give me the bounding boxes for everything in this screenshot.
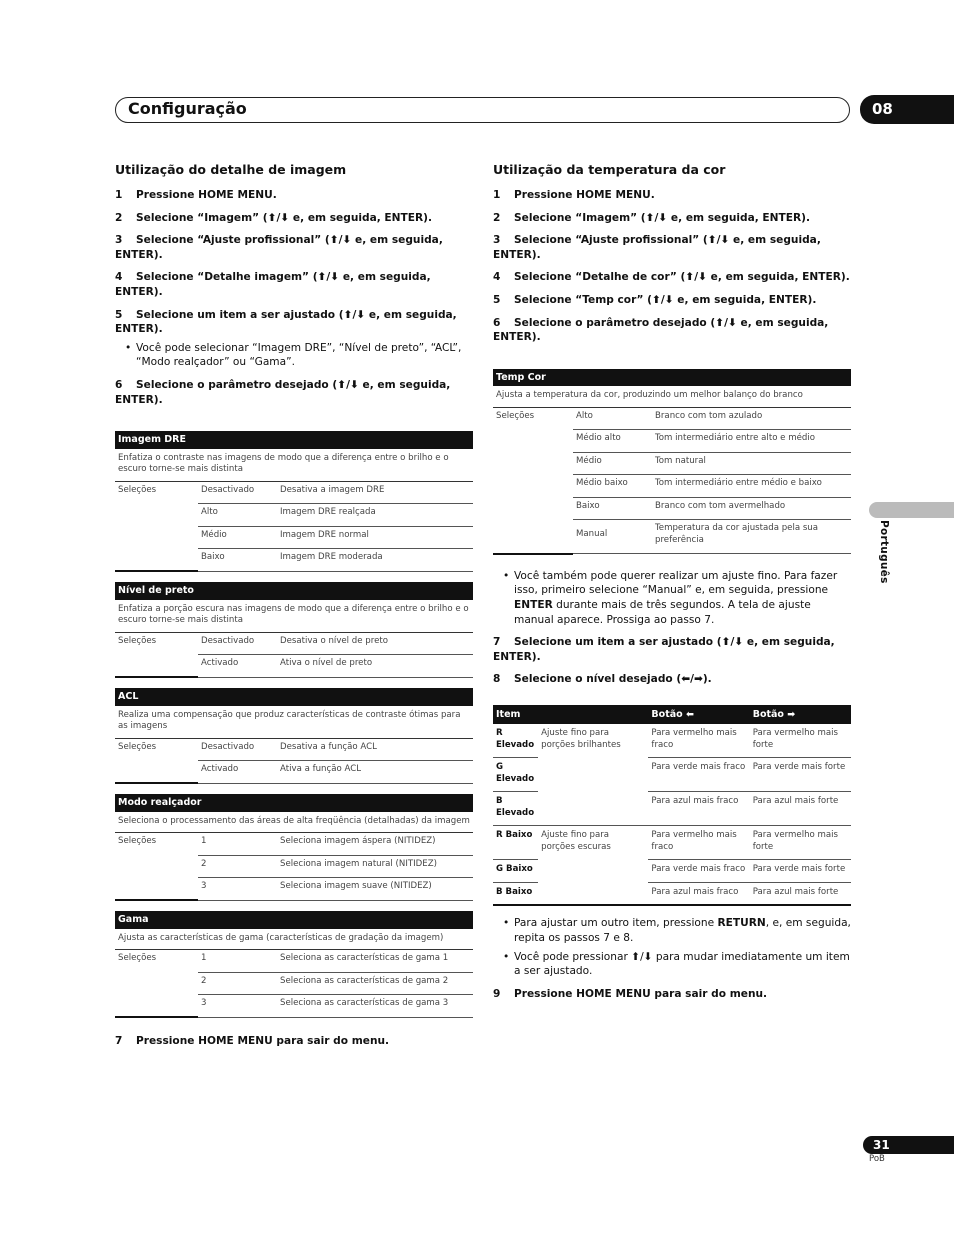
table-cell: Imagem DRE normal: [277, 526, 473, 549]
table-cell: Médio: [573, 452, 652, 475]
table-cell: Seleciona as características de gama 2: [277, 972, 473, 995]
step: 3 Selecione “Ajuste profissional” (⬆/⬇ e, em seguida, ENTER).: [115, 234, 443, 261]
table-desc: Enfatiza o contraste nas imagens de modo que a diferença entre o brilho e o escuro torne-se mais distinta: [115, 449, 473, 482]
table-cell: Seleciona imagem suave (NITIDEZ): [277, 878, 473, 901]
table-cell: Ativa a função ACL: [277, 761, 473, 784]
table-cell: Baixo: [198, 549, 277, 572]
bullet-note: • Para ajustar um outro item, pressione RETURN, e, em seguida, repita os passos 7 e 8.: [493, 916, 851, 945]
right-column: [493, 162, 851, 1009]
settings-table: [115, 688, 473, 784]
step: 7 Pressione HOME MENU para sair do menu.: [115, 1035, 390, 1048]
table-cell: 1: [198, 833, 277, 856]
step: 1 Pressione HOME MENU.: [493, 189, 655, 201]
table-desc: Ajusta as características de gama (características de gradação da imagem): [115, 929, 473, 950]
table-label: Seleções: [115, 481, 198, 571]
table-cell: Desativa o nível de preto: [277, 632, 473, 655]
table-cell: Alto: [198, 504, 277, 527]
table-cell: Para vermelho mais forte: [750, 826, 851, 860]
table-title: Modo realçador: [115, 794, 473, 812]
step: 4 Selecione “Detalhe de cor” (⬆/⬇ e, em seguida, ENTER).: [493, 271, 850, 284]
table-label: Seleções: [115, 950, 198, 1018]
table-title: Temp Cor: [493, 369, 851, 387]
side-language-label: Português: [878, 520, 890, 584]
table-cell: Para verde mais forte: [750, 860, 851, 883]
step: 6 Selecione o parâmetro desejado (⬆/⬇ e, em seguida, ENTER).: [115, 378, 451, 406]
table-cell: Desativa a função ACL: [277, 738, 473, 761]
step: 2 Selecione “Imagem” (⬆/⬇ e, em seguida, ENTER).: [115, 211, 433, 224]
table-cell: Activado: [198, 655, 277, 678]
table-cell: Activado: [198, 761, 277, 784]
step: 1 Pressione HOME MENU.: [115, 189, 277, 201]
step: 4 Selecione “Detalhe imagem” (⬆/⬇ e, em seguida, ENTER).: [115, 271, 431, 298]
item-cell: B Elevado: [493, 792, 538, 826]
table-cell: Para azul mais forte: [750, 792, 851, 826]
table-cell: Desactivado: [198, 632, 277, 655]
settings-table: [115, 911, 473, 1018]
table-cell: Para vermelho mais forte: [750, 724, 851, 758]
temp-cor-table: [493, 369, 851, 555]
col-header: Item: [493, 705, 648, 725]
language-code: PoB: [869, 1154, 885, 1164]
table-cell: Para azul mais fraco: [648, 882, 749, 905]
chapter-badge: 08: [860, 95, 954, 124]
item-cell: G Elevado: [493, 758, 538, 792]
table-title: Nível de preto: [115, 582, 473, 600]
table-cell: Imagem DRE moderada: [277, 549, 473, 572]
col-header: Botão ➡: [750, 705, 851, 725]
table-cell: 2: [198, 855, 277, 878]
step: 2 Selecione “Imagem” (⬆/⬇ e, em seguida, ENTER).: [493, 211, 811, 224]
table-cell: Para verde mais fraco: [648, 758, 749, 792]
table-cell: Para verde mais forte: [750, 758, 851, 792]
bullet-note: • Você pode selecionar “Imagem DRE”, “Nível de preto”, “ACL”, “Modo realçador” ou “Gama”.: [115, 341, 473, 370]
table-cell: Seleciona imagem natural (NITIDEZ): [277, 855, 473, 878]
item-cell: G Baixo: [493, 860, 538, 883]
table-cell: Para vermelho mais fraco: [648, 826, 749, 860]
table-cell: Baixo: [573, 497, 652, 520]
step: 7 Selecione um item a ser ajustado (⬆/⬇ e, em seguida, ENTER).: [493, 636, 835, 663]
table-cell: Desactivado: [198, 738, 277, 761]
step: 8 Selecione o nível desejado (⬅/➡).: [493, 673, 712, 686]
table-desc: Ajusta a temperatura da cor, produzindo um melhor balanço do branco: [493, 386, 851, 407]
page-number: 31: [863, 1136, 954, 1154]
table-title: Gama: [115, 911, 473, 929]
table-cell: Desativa a imagem DRE: [277, 481, 473, 504]
section-heading: Utilização do detalhe de imagem: [115, 162, 347, 177]
table-cell: 3: [198, 878, 277, 901]
settings-table: [115, 431, 473, 572]
table-cell: Branco com tom avermelhado: [652, 497, 851, 520]
table-label: Seleções: [115, 632, 198, 677]
table-desc: Seleciona o processamento das áreas de alta freqüência (detalhadas) da imagem: [115, 812, 473, 833]
table-cell: Médio baixo: [573, 475, 652, 498]
table-label: Seleções: [115, 833, 198, 901]
step: 9 Pressione HOME MENU para sair do menu.: [493, 987, 768, 1000]
step: 3 Selecione “Ajuste profissional” (⬆/⬇ e, em seguida, ENTER).: [493, 234, 821, 261]
rgb-adjust-table: [493, 705, 851, 907]
table-cell: Seleciona imagem áspera (NITIDEZ): [277, 833, 473, 856]
table-cell: 3: [198, 995, 277, 1018]
table-cell: 2: [198, 972, 277, 995]
table-title: Imagem DRE: [115, 431, 473, 449]
section-heading: Utilização da temperatura da cor: [493, 162, 726, 177]
bullet-note: • Você também pode querer realizar um ajuste fino. Para fazer isso, primeiro selecione “Manual” e, em seguida, pressione ENTER durante mais de três segundos. A tela de ajuste manual aparece. Prossiga ao passo 7.: [493, 569, 851, 627]
table-cell: Ativa o nível de preto: [277, 655, 473, 678]
left-column: [115, 162, 473, 1057]
table-cell: Branco com tom azulado: [652, 407, 851, 430]
table-cell: Alto: [573, 407, 652, 430]
step: 5 Selecione “Temp cor” (⬆/⬇ e, em seguida, ENTER).: [493, 293, 817, 306]
table-cell: Tom intermediário entre médio e baixo: [652, 475, 851, 498]
bullet-note: • Você pode pressionar ⬆/⬇ para mudar imediatamente um item a ser ajustado.: [493, 950, 851, 979]
side-tab-marker: [869, 502, 954, 518]
table-cell: Médio: [198, 526, 277, 549]
col-header: Botão ⬅: [648, 705, 749, 725]
table-cell: Seleciona as características de gama 1: [277, 950, 473, 973]
table-cell: Tom intermediário entre alto e médio: [652, 430, 851, 453]
table-cell: Imagem DRE realçada: [277, 504, 473, 527]
table-title: ACL: [115, 688, 473, 706]
table-cell: Para vermelho mais fraco: [648, 724, 749, 758]
item-cell: B Baixo: [493, 882, 538, 905]
group-label: Ajuste fino para porções escuras: [538, 826, 648, 906]
table-cell: Manual: [573, 520, 652, 554]
table-cell: Desactivado: [198, 481, 277, 504]
settings-table: [115, 582, 473, 678]
table-label: Seleções: [493, 407, 573, 554]
page-title: Configuração: [128, 99, 247, 118]
table-cell: Temperatura da cor ajustada pela sua preferência: [652, 520, 851, 554]
table-cell: Para azul mais fraco: [648, 792, 749, 826]
table-desc: Enfatiza a porção escura nas imagens de modo que a diferença entre o brilho e o escuro torne-se mais distinta: [115, 600, 473, 633]
settings-table: [115, 794, 473, 901]
table-cell: 1: [198, 950, 277, 973]
table-cell: Tom natural: [652, 452, 851, 475]
step: 6 Selecione o parâmetro desejado (⬆/⬇ e, em seguida, ENTER).: [493, 316, 829, 344]
table-desc: Realiza uma compensação que produz características de contraste ótimas para as imagens: [115, 706, 473, 739]
table-cell: Para azul mais forte: [750, 882, 851, 905]
item-cell: R Elevado: [493, 724, 538, 758]
table-cell: Médio alto: [573, 430, 652, 453]
table-cell: Seleciona as características de gama 3: [277, 995, 473, 1018]
group-label: Ajuste fino para porções brilhantes: [538, 724, 648, 826]
table-label: Seleções: [115, 738, 198, 783]
item-cell: R Baixo: [493, 826, 538, 860]
step: 5 Selecione um item a ser ajustado (⬆/⬇ e, em seguida, ENTER).: [115, 308, 457, 336]
table-cell: Para verde mais fraco: [648, 860, 749, 883]
